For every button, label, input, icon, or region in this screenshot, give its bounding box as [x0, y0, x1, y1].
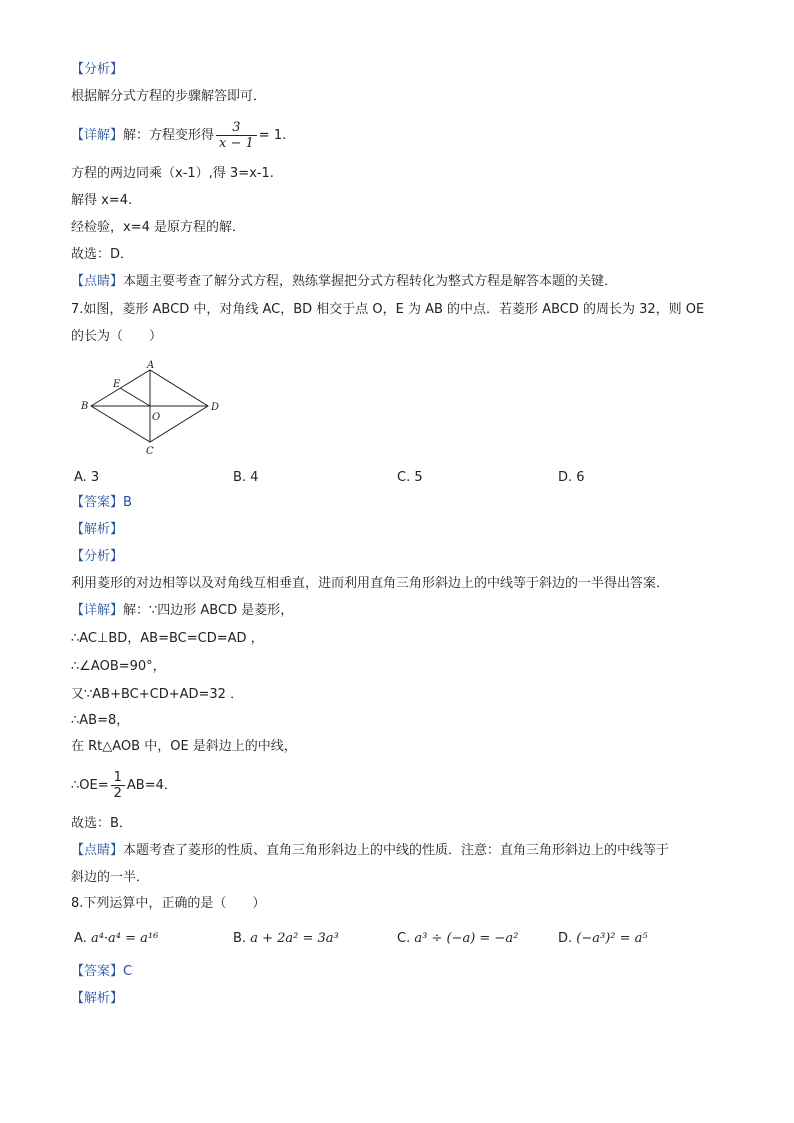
q8-option-expr: (−a³)² = a⁵ — [576, 931, 648, 946]
detail-tag: 【详解】 — [71, 128, 124, 143]
label-b: B — [81, 401, 89, 412]
q8-option-expr: a⁴·a⁴ = a¹⁶ — [90, 931, 159, 946]
solution-line: ∴AC⊥BD，AB=BC=CD=AD ， — [71, 631, 264, 646]
q8-option-label: A. — [74, 931, 87, 946]
detail-line — [71, 602, 293, 620]
answer: 【答案】C — [71, 964, 133, 979]
q8-option-expr: a + 2a² = 3a³ — [250, 931, 339, 946]
label-e: E — [113, 379, 121, 390]
solution-line: 经检验，x=4 是原方程的解． — [71, 220, 245, 235]
q8-option-label: B. — [233, 931, 247, 946]
explanation-tag: 【解析】 — [71, 522, 124, 537]
analysis-text: 利用菱形的对边相等以及对角线互相垂直，进而利用直角三角形斜边上的中线等于斜边的一半得出答案． — [71, 576, 670, 591]
q8-option-expr: a³ ÷ (−a) = −a² — [414, 931, 519, 946]
q8-option-a — [74, 930, 158, 948]
solution-line: ∴AB=8， — [71, 713, 130, 728]
comment-text: 本题考查了菱形的性质、直角三角形斜边上的中线的性质．注意：直角三角形斜边上的中线等于 — [123, 843, 670, 858]
oe-prefix: ∴OE= — [71, 778, 109, 793]
label-a: A — [147, 360, 155, 371]
detail-text: 解：方程变形得 — [123, 128, 215, 143]
segment-oe — [120, 388, 150, 406]
question-8-stem: 8.下列运算中，正确的是（ ） — [71, 896, 266, 911]
comment-tag: 【点睛】 — [71, 843, 124, 858]
q8-option-d — [558, 930, 648, 948]
question-7-stem: 7.如图，菱形 ABCD 中，对角线 AC，BD 相交于点 O，E 为 AB 的中点．若菱形 ABCD 的周长为 32，则 OE — [71, 302, 705, 317]
solution-line: 故选：D． — [71, 247, 134, 262]
detail-text: 解：∵四边形 ABCD 是菱形， — [123, 603, 294, 618]
option-c: C. 5 — [397, 470, 423, 485]
fraction — [216, 120, 257, 151]
fraction-numerator: 3 — [216, 120, 257, 136]
solution-line: 故选：B． — [71, 816, 132, 831]
option-d: D. 6 — [558, 470, 585, 485]
oe-suffix: AB=4． — [126, 778, 177, 793]
detail-tag: 【详解】 — [71, 603, 124, 618]
solution-line: 在 Rt△AOB 中，OE 是斜边上的中线， — [71, 739, 297, 754]
comment-line — [71, 842, 669, 860]
rhombus-figure — [76, 358, 226, 458]
comment-line — [71, 273, 617, 291]
q8-option-b — [233, 930, 339, 948]
fraction-half — [111, 770, 125, 801]
q8-option-label: D. — [558, 931, 573, 946]
comment-text: 本题主要考查了解分式方程，熟练掌握把分式方程转化为整式方程是解答本题的关键． — [123, 274, 618, 289]
analysis-text: 根据解分式方程的步骤解答即可． — [71, 89, 267, 104]
solution-line: ∴∠AOB=90°， — [71, 659, 166, 674]
fraction-rhs: = 1. — [258, 128, 287, 143]
detail-line — [71, 118, 286, 154]
solution-line: 方程的两边同乘（x-1）,得 3=x-1. — [71, 166, 274, 181]
option-b: B. 4 — [233, 470, 259, 485]
solution-line: 解得 x=4. — [71, 193, 133, 208]
analysis-tag: 【分析】 — [71, 62, 124, 77]
label-d: D — [211, 402, 220, 413]
q8-option-label: C. — [397, 931, 411, 946]
analysis-tag: 【分析】 — [71, 549, 124, 564]
explanation-tag: 【解析】 — [71, 991, 124, 1006]
question-7-stem-cont: 的长为（ ） — [71, 329, 163, 344]
solution-line-fraction — [71, 768, 177, 804]
option-a: A. 3 — [74, 470, 100, 485]
answer: 【答案】B — [71, 495, 132, 510]
comment-tag: 【点睛】 — [71, 274, 124, 289]
fraction-denominator: x − 1 — [219, 136, 254, 151]
comment-line-cont: 斜边的一半． — [71, 870, 150, 885]
label-o: O — [152, 412, 161, 423]
fraction-denominator: 2 — [113, 786, 122, 801]
solution-line: 又∵AB+BC+CD+AD=32 ． — [71, 687, 244, 702]
label-c: C — [146, 446, 154, 457]
fraction-numerator: 1 — [111, 770, 125, 786]
q8-option-c — [397, 930, 518, 948]
